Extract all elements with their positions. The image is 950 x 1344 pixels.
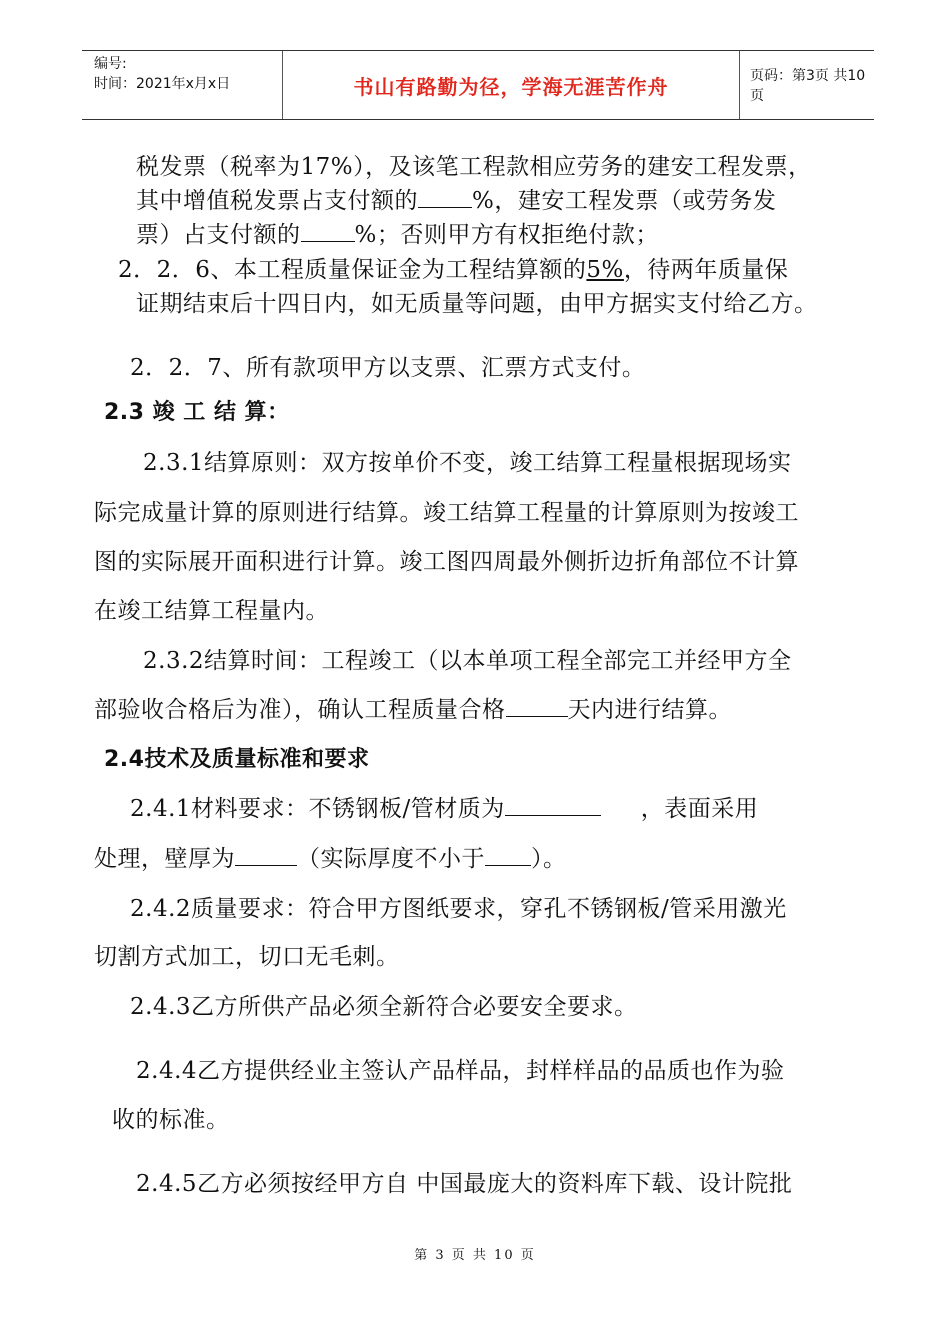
text-segment: 部验收合格后为准），确认工程质量合格 (94, 697, 506, 723)
page-footer: 第 3 页 共 10 页 (414, 1248, 536, 1263)
fill-blank (418, 206, 472, 208)
text-segment: 2．2．6、本工程质量保证金为工程结算额的 (118, 257, 587, 283)
clause-2-3-2: 2.3.2结算时间：工程竣工（以本单项工程全部完工并经甲方全 (143, 648, 792, 674)
body-line: 证期结束后十四日内，如无质量等问题，由甲方据实支付给乙方。 (136, 291, 818, 317)
body-line: 税发票（税率为17%），及该笔工程款相应劳务的建安工程发票， (136, 154, 812, 180)
text-segment: 2.4.1材料要求：不锈钢板/管材质为 (130, 796, 505, 822)
clause-2-4-3: 2.4.3乙方所供产品必须全新符合必要安全要求。 (130, 994, 638, 1020)
header-motto: 书山有路勤为径，学海无涯苦作舟 (282, 51, 740, 119)
document-time-label: 时间：2021年x月x日 (94, 76, 231, 92)
header-page-info: 页码：第3页 共10页 (750, 68, 866, 104)
body-line: 收的标准。 (112, 1107, 230, 1133)
fill-blank (485, 864, 531, 866)
fill-blank (301, 240, 355, 242)
clause-2-4-5: 2.4.5乙方必须按经甲方自 中国最庞大的资料库下载、设计院批 (136, 1171, 793, 1197)
clause-2-4-4: 2.4.4乙方提供经业主签认产品样品，封样样品的品质也作为验 (136, 1058, 785, 1084)
body-line (136, 182, 776, 215)
text-segment: 处理，壁厚为 (94, 846, 235, 872)
page-header (82, 50, 874, 120)
body-line (136, 216, 659, 249)
section-heading-2-3: 2.3 竣 工 结 算： (104, 400, 290, 425)
clause-2-2-7: 2．2．7、所有款项甲方以支票、汇票方式支付。 (130, 355, 646, 381)
body-line: 切割方式加工，切口无毛刺。 (94, 944, 400, 970)
text-segment: ，表面采用 (640, 796, 759, 822)
clause-2-4-2: 2.4.2质量要求：符合甲方图纸要求，穿孔不锈钢板/管采用激光 (130, 896, 787, 922)
body-line: 在竣工结算工程量内。 (94, 598, 329, 624)
body-line: 际完成量计算的原则进行结算。竣工结算工程量的计算原则为按竣工 (94, 500, 799, 526)
document-number-label: 编号: (94, 56, 127, 72)
fill-blank (506, 715, 568, 717)
fill-blank (235, 864, 297, 866)
text-segment: %；否则甲方有权拒绝付款； (354, 222, 659, 248)
text-segment: 天内进行结算。 (567, 697, 732, 723)
clause-2-3-1: 2.3.1结算原则：双方按单价不变，竣工结算工程量根据现场实 (143, 450, 792, 476)
text-segment: ）。 (531, 846, 567, 872)
body-line: 图的实际展开面积进行计算。竣工图四周最外侧折边折角部位不计算 (94, 549, 799, 575)
text-segment: （实际厚度不小于 (297, 846, 485, 872)
body-line (94, 691, 732, 724)
text-segment: 其中增值税发票占支付额的 (136, 188, 418, 214)
text-segment: ，待两年质量保 (623, 257, 789, 283)
body-line (94, 840, 567, 873)
text-segment: 票）占支付额的 (136, 222, 301, 248)
section-heading-2-4: 2.4技术及质量标准和要求 (104, 747, 370, 772)
clause-2-2-6 (118, 251, 788, 284)
fill-blank (505, 814, 601, 816)
underlined-value: 5% (586, 257, 624, 283)
header-meta (82, 51, 282, 119)
clause-2-4-1 (130, 790, 758, 823)
text-segment: %，建安工程发票（或劳务发 (472, 188, 777, 214)
